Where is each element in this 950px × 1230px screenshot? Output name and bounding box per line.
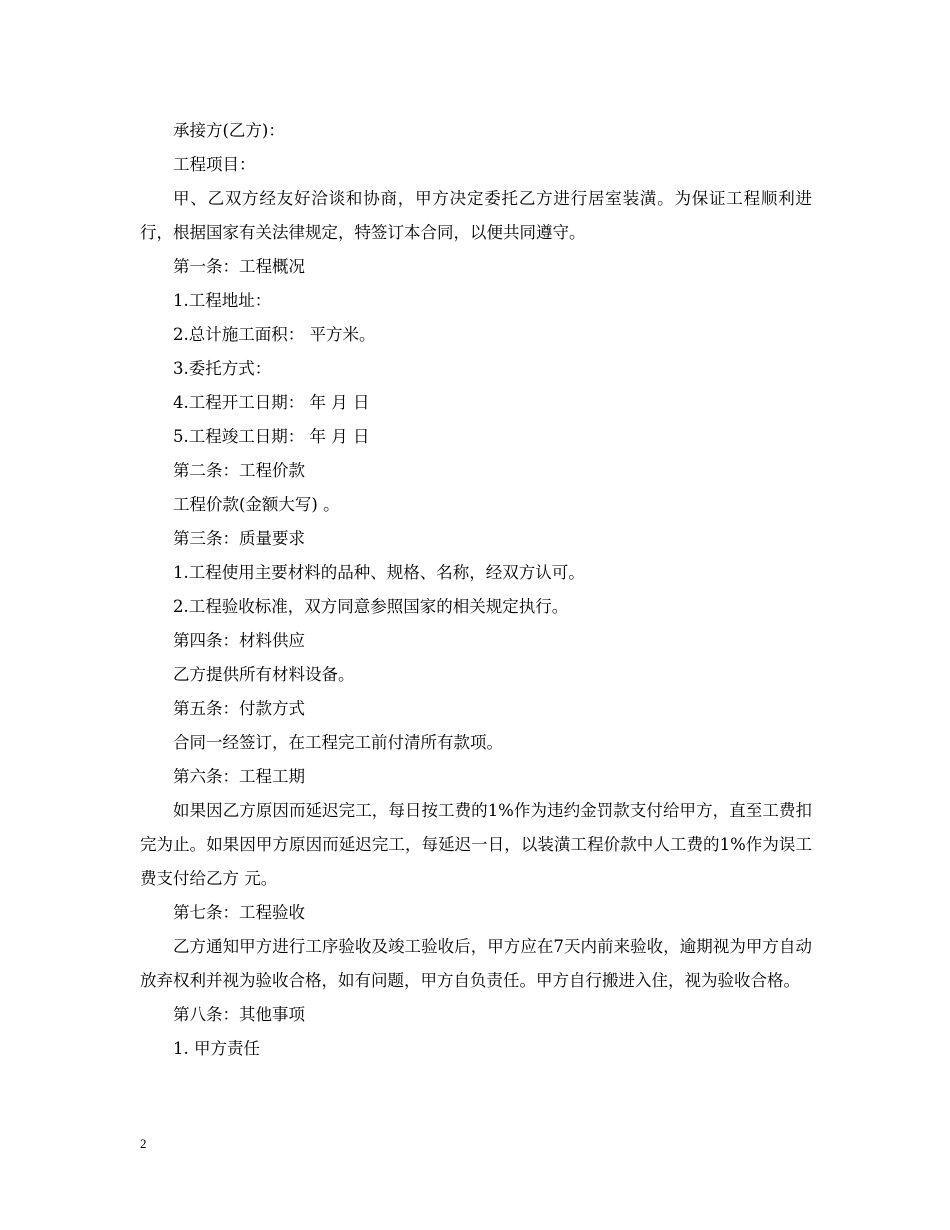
paragraph-end-date: 5.工程竣工日期： 年 月 日 xyxy=(173,427,370,446)
paragraph-price: 工程价款(金额大写) 。 xyxy=(173,495,340,514)
paragraph-project: 工程项目： xyxy=(173,155,256,174)
heading-article-3: 第三条：质量要求 xyxy=(173,529,305,548)
paragraph-method: 3.委托方式： xyxy=(173,359,272,378)
paragraph-intro: 甲、乙双方经友好洽谈和协商，甲方决定委托乙方进行居室装潢。为保证工程顺利进行，根据国家有关法律规定，特签订本合同，以便共同遵守。 xyxy=(140,189,812,242)
paragraph-contractor: 承接方(乙方)： xyxy=(173,121,285,140)
heading-article-5: 第五条：付款方式 xyxy=(173,699,305,718)
page-number: 2 xyxy=(140,1136,147,1151)
heading-article-2: 第二条：工程价款 xyxy=(173,461,305,480)
heading-article-4: 第四条：材料供应 xyxy=(173,631,305,650)
paragraph-start-date: 4.工程开工日期： 年 月 日 xyxy=(173,393,370,412)
heading-article-1: 第一条：工程概况 xyxy=(173,257,305,276)
paragraph-payment: 合同一经签订，在工程完工前付清所有款项。 xyxy=(173,733,503,752)
paragraph-party-a-duty: 1. 甲方责任 xyxy=(173,1039,260,1058)
paragraph-materials-spec: 1.工程使用主要材料的品种、规格、名称，经双方认可。 xyxy=(173,563,585,582)
document-body xyxy=(140,114,812,1066)
heading-article-7: 第七条：工程验收 xyxy=(173,903,305,922)
paragraph-area: 2.总计施工面积： 平方米。 xyxy=(173,325,376,344)
paragraph-inspection: 乙方通知甲方进行工序验收及竣工验收后，甲方应在7天内前来验收，逾期视为甲方自动放弃权利并视为验收合格，如有问题，甲方自负责任。甲方自行搬进入住，视为验收合格。 xyxy=(140,937,812,990)
heading-article-6: 第六条：工程工期 xyxy=(173,767,305,786)
heading-article-8: 第八条：其他事项 xyxy=(173,1005,305,1024)
paragraph-acceptance-standard: 2.工程验收标准，双方同意参照国家的相关规定执行。 xyxy=(173,597,569,616)
paragraph-delay: 如果因乙方原因而延迟完工，每日按工费的1%作为违约金罚款支付给甲方，直至工费扣完为止。如果因甲方原因而延迟完工，每延迟一日，以装潢工程价款中人工费的1%作为误工费支付给乙方 元。 xyxy=(140,801,812,888)
paragraph-address: 1.工程地址： xyxy=(173,291,272,310)
paragraph-material-supply: 乙方提供所有材料设备。 xyxy=(173,665,355,684)
